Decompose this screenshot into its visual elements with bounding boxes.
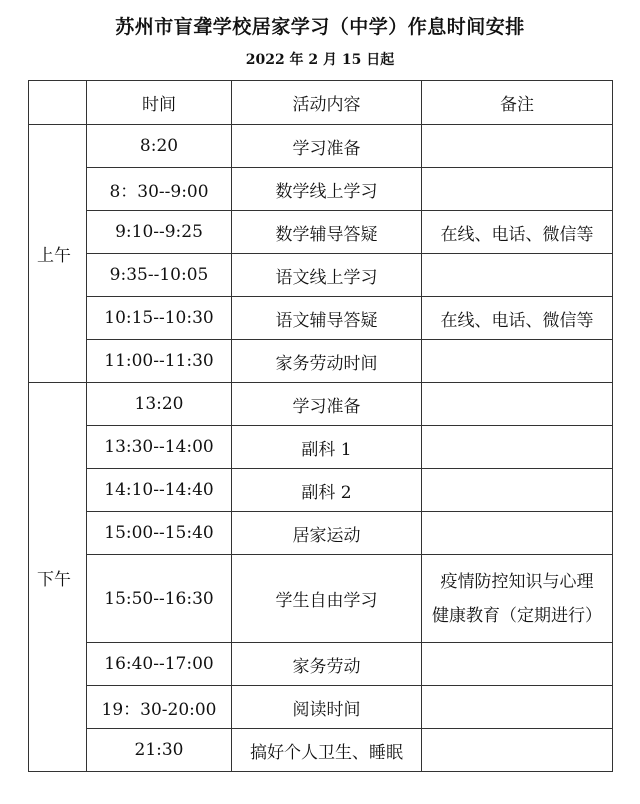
header-note: 备注 [422, 81, 613, 125]
note-cell [422, 512, 613, 555]
time-cell: 14:10--14:40 [87, 469, 232, 512]
time-cell: 9:35--10:05 [87, 254, 232, 297]
table-row [29, 643, 613, 686]
table-row [29, 729, 613, 772]
activity-cell: 搞好个人卫生、睡眠 [232, 729, 422, 772]
note-cell [422, 254, 613, 297]
note-line: 健康教育（定期进行） [432, 605, 602, 626]
time-cell: 8:20 [87, 125, 232, 168]
activity-cell: 学习准备 [232, 125, 422, 168]
activity-cell: 副科 1 [232, 426, 422, 469]
table-row [29, 168, 613, 211]
table-row [29, 125, 613, 168]
activity-cell: 数学辅导答疑 [232, 211, 422, 254]
note-cell [422, 555, 613, 643]
time-cell: 15:00--15:40 [87, 512, 232, 555]
time-cell: 15:50--16:30 [87, 555, 232, 643]
table-row [29, 383, 613, 426]
header-period [29, 81, 87, 125]
page-title: 苏州市盲聋学校居家学习（中学）作息时间安排 [115, 16, 525, 38]
activity-cell: 家务劳动 [232, 643, 422, 686]
note-line: 疫情防控知识与心理 [440, 571, 594, 592]
table-row [29, 340, 613, 383]
note-cell: 在线、电话、微信等 [422, 297, 613, 340]
time-cell: 16:40--17:00 [87, 643, 232, 686]
note-cell [422, 125, 613, 168]
period-afternoon: 下午 [29, 383, 87, 772]
schedule-table [28, 80, 613, 772]
activity-cell: 家务劳动时间 [232, 340, 422, 383]
table-row [29, 426, 613, 469]
activity-cell: 副科 2 [232, 469, 422, 512]
table-row [29, 686, 613, 729]
activity-cell: 学习准备 [232, 383, 422, 426]
activity-cell: 学生自由学习 [232, 555, 422, 643]
table-row [29, 469, 613, 512]
period-morning: 上午 [29, 125, 87, 383]
time-cell: 10:15--10:30 [87, 297, 232, 340]
table-row [29, 555, 613, 643]
note-cell [422, 383, 613, 426]
note-cell [422, 729, 613, 772]
time-cell: 11:00--11:30 [87, 340, 232, 383]
header-activity: 活动内容 [232, 81, 422, 125]
note-cell [422, 426, 613, 469]
time-cell: 8：30--9:00 [87, 168, 232, 211]
time-cell: 21:30 [87, 729, 232, 772]
table-row [29, 512, 613, 555]
table-row [29, 211, 613, 254]
note-cell: 在线、电话、微信等 [422, 211, 613, 254]
time-cell: 13:30--14:00 [87, 426, 232, 469]
activity-cell: 数学线上学习 [232, 168, 422, 211]
note-cell [422, 340, 613, 383]
note-cell [422, 686, 613, 729]
activity-cell: 语文线上学习 [232, 254, 422, 297]
time-cell: 9:10--9:25 [87, 211, 232, 254]
time-cell: 19：30-20:00 [87, 686, 232, 729]
activity-cell: 语文辅导答疑 [232, 297, 422, 340]
note-cell [422, 469, 613, 512]
table-row [29, 254, 613, 297]
note-cell [422, 643, 613, 686]
time-cell: 13:20 [87, 383, 232, 426]
header-time: 时间 [87, 81, 232, 125]
header-row [29, 81, 613, 125]
activity-cell: 阅读时间 [232, 686, 422, 729]
start-date: 2022 年 2 月 15 日起 [245, 52, 395, 68]
activity-cell: 居家运动 [232, 512, 422, 555]
note-cell [422, 168, 613, 211]
table-row [29, 297, 613, 340]
